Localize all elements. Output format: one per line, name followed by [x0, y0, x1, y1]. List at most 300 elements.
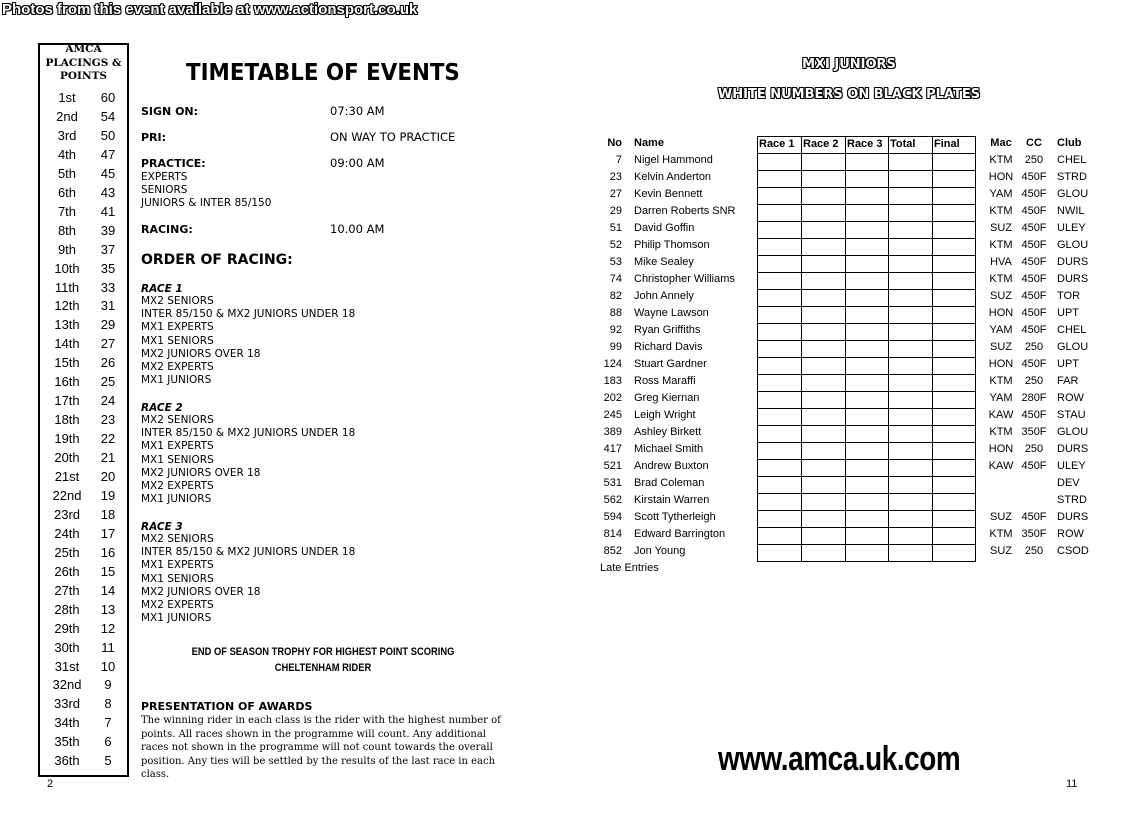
placing-row: [40, 278, 127, 297]
trophy-line: END OF SEASON TROPHY FOR HIGHEST POINT SCORING: [191, 646, 455, 658]
placing-points: 50: [100, 127, 116, 143]
placing-position: 26th: [54, 563, 80, 579]
class-title: MXI JUNIORS: [802, 57, 896, 72]
rider-machine: SUZ: [990, 222, 1012, 234]
placing-row: [40, 638, 127, 657]
placing-points: 26: [100, 355, 116, 371]
trophy-line: CHELTENHAM RIDER: [274, 662, 372, 674]
placing-points: 41: [100, 203, 116, 219]
rider-name: Ryan Griffiths: [634, 324, 701, 336]
rider-number: 389: [603, 426, 622, 438]
rider-machine: HON: [988, 171, 1014, 183]
rider-name: Nigel Hammond: [634, 154, 713, 166]
rider-cc: 250: [1024, 154, 1044, 166]
rider-cc: 350F: [1021, 426, 1047, 438]
rider-machine: KAW: [988, 409, 1014, 421]
placing-row: [40, 296, 127, 315]
placings-title-line: POINTS: [60, 70, 107, 82]
placing-position: 31st: [54, 658, 80, 674]
placing-position: 1st: [58, 90, 76, 105]
rider-machine: SUZ: [990, 290, 1012, 302]
rider-name: Christopher Williams: [634, 273, 735, 285]
late-entries-label: Late Entries: [600, 562, 659, 574]
placing-row: [40, 429, 127, 448]
placing-position: 34th: [54, 715, 80, 731]
col-final: Final: [933, 137, 976, 154]
rider-row: [600, 271, 1120, 288]
race-class: INTER 85/150 & MX2 JUNIORS UNDER 18: [141, 546, 356, 559]
rider-cc: 450F: [1021, 511, 1047, 523]
grid-header-row: [758, 137, 976, 154]
rider-cc: 250: [1024, 341, 1044, 353]
rider-number: 92: [609, 324, 622, 336]
placing-row: [40, 505, 127, 524]
rider-row: [600, 152, 1120, 169]
rider-cc: 250: [1024, 545, 1044, 557]
placing-points: 10: [100, 658, 116, 674]
race-class: MX1 SENIORS: [141, 453, 214, 466]
placing-position: 5th: [57, 165, 77, 181]
rider-club: GLOU: [1057, 341, 1089, 353]
placing-row: [40, 372, 127, 391]
placing-points: 25: [100, 374, 116, 390]
rider-machine: KTM: [989, 426, 1013, 438]
rider-row: [600, 492, 1120, 509]
rider-cc: 450F: [1021, 409, 1047, 421]
rider-machine: SUZ: [990, 545, 1012, 557]
rider-number: 74: [609, 273, 622, 285]
placing-points: 17: [100, 525, 116, 541]
rider-number: 245: [603, 409, 622, 421]
rider-cc: 450F: [1021, 239, 1047, 251]
rider-machine: HON: [988, 358, 1014, 370]
col-race-1: Race 1: [758, 137, 802, 154]
placing-points: 7: [104, 715, 112, 731]
placing-position: 11th: [54, 279, 80, 295]
photos-banner: Photos from this event available at www.actionsport.co.uk: [2, 1, 418, 18]
placing-points: 24: [100, 393, 116, 409]
placing-position: 22nd: [52, 487, 82, 503]
rider-row: [600, 407, 1120, 424]
rider-club: ROW: [1057, 392, 1084, 404]
placing-position: 28th: [54, 601, 80, 617]
race-class: MX1 EXPERTS: [141, 440, 214, 453]
placing-row: [40, 694, 127, 713]
placing-points: 13: [100, 601, 116, 617]
placing-points: 27: [100, 336, 116, 352]
rider-cc: 450F: [1021, 460, 1047, 472]
rider-row: [600, 356, 1120, 373]
col-mac: Mac: [990, 137, 1012, 149]
rider-club: ULEY: [1057, 222, 1086, 234]
placing-points: 39: [100, 222, 116, 238]
placing-position: 6th: [57, 184, 77, 200]
placing-position: 33rd: [53, 696, 81, 712]
race-class: INTER 85/150 & MX2 JUNIORS UNDER 18: [141, 308, 356, 321]
placing-points: 14: [100, 582, 116, 598]
placing-points: 60: [100, 90, 116, 105]
placing-row: [40, 126, 127, 145]
placing-position: 2nd: [56, 108, 78, 124]
placing-points: 47: [100, 146, 116, 162]
rider-number: 562: [603, 494, 622, 506]
sign-on-label: SIGN ON:: [141, 105, 199, 118]
placings-title-line: AMCA: [65, 43, 102, 55]
rider-cc: 450F: [1021, 273, 1047, 285]
rider-number: 52: [609, 239, 622, 251]
race-class: MX2 EXPERTS: [141, 480, 214, 493]
rider-cc: 280F: [1021, 392, 1047, 404]
trophy-notice: [176, 644, 470, 676]
col-total: Total: [889, 137, 933, 154]
placing-row: [40, 543, 127, 562]
placing-position: 14th: [54, 336, 80, 352]
placing-row: [40, 145, 127, 164]
rider-club: FAR: [1057, 375, 1079, 387]
rider-machine: KTM: [989, 528, 1013, 540]
race-title: RACE 2: [141, 402, 183, 414]
placing-position: 19th: [54, 431, 80, 447]
rider-club: GLOU: [1057, 426, 1089, 438]
rider-club: GLOU: [1057, 239, 1089, 251]
rider-machine: SUZ: [990, 511, 1012, 523]
website-url: www.amca.uk.com: [718, 740, 961, 778]
race-1-block: [141, 283, 355, 387]
placing-position: 10th: [54, 260, 80, 276]
col-club: Club: [1057, 137, 1082, 149]
placings-box: [38, 43, 129, 777]
rider-club: ULEY: [1057, 460, 1086, 472]
placing-position: 32nd: [52, 677, 82, 693]
placing-position: 25th: [54, 544, 80, 560]
rider-machine: YAM: [989, 188, 1013, 200]
placing-row: [40, 240, 127, 259]
placing-position: 3rd: [57, 127, 77, 143]
placing-position: 27th: [54, 582, 80, 598]
placing-position: 12th: [54, 298, 80, 314]
placing-points: 6: [104, 734, 112, 750]
placing-position: 17th: [54, 393, 80, 409]
rider-row: [600, 237, 1120, 254]
rider-club: TOR: [1057, 290, 1081, 302]
racing-label: RACING:: [141, 223, 193, 236]
rider-name: Jon Young: [634, 545, 686, 557]
awards-text: The winning rider in each class is the rider with the highest number of points. All races shown in the programme will count. Any additional races not shown in the programme will not count towards the overall position. Any ties will be settled by the results of the last race in each class.: [141, 715, 501, 781]
rider-number: 521: [603, 460, 622, 472]
rider-row: [600, 186, 1120, 203]
rider-name: Wayne Lawson: [634, 307, 709, 319]
placing-row: [40, 353, 127, 372]
placing-points: 35: [100, 260, 116, 276]
race-class: MX2 SENIORS: [141, 295, 214, 307]
placing-position: 18th: [54, 412, 80, 428]
rider-row: [600, 288, 1120, 305]
placing-points: 21: [100, 450, 116, 466]
rider-row: [600, 305, 1120, 322]
rider-row: [600, 220, 1120, 237]
rider-machine: YAM: [989, 324, 1013, 336]
rider-club: ROW: [1057, 528, 1084, 540]
rider-row: [600, 254, 1120, 271]
practice-groups: [141, 171, 271, 211]
rider-name: Mike Sealey: [634, 256, 694, 268]
rider-machine: KTM: [989, 205, 1013, 217]
rider-club: DURS: [1057, 256, 1089, 268]
rider-club: STRD: [1057, 494, 1087, 506]
placing-row: [40, 221, 127, 240]
rider-row: [600, 475, 1120, 492]
placing-points: 18: [100, 506, 116, 522]
placing-points: 8: [104, 696, 112, 712]
col-cc: CC: [1026, 137, 1042, 149]
placing-points: 29: [100, 317, 116, 333]
rider-name: Leigh Wright: [634, 409, 696, 421]
race-classes: [141, 414, 355, 506]
rider-row: [600, 509, 1120, 526]
page-number-right: 11: [1066, 778, 1078, 790]
rider-machine: KTM: [989, 154, 1013, 166]
placing-row: [40, 391, 127, 410]
rider-club: DURS: [1057, 273, 1089, 285]
order-of-racing-heading: ORDER OF RACING:: [141, 252, 293, 268]
race-class: MX1 SENIORS: [141, 334, 214, 347]
rider-club: STRD: [1057, 171, 1087, 183]
rider-club: UPT: [1057, 358, 1079, 370]
placing-row: [40, 751, 127, 770]
racing-time: 10.00 AM: [330, 222, 385, 236]
race-class: MX2 JUNIORS OVER 18: [141, 347, 261, 360]
rider-cc: 350F: [1021, 528, 1047, 540]
rider-name: Edward Barrington: [634, 528, 726, 540]
col-race-3: Race 3: [846, 137, 889, 154]
rider-row: [600, 424, 1120, 441]
page-number-left: 2: [47, 778, 54, 790]
placing-position: 20th: [54, 450, 80, 466]
rider-cc: 450F: [1021, 307, 1047, 319]
placing-points: 54: [100, 108, 116, 124]
placing-points: 45: [100, 165, 116, 181]
rider-cc: 450F: [1021, 324, 1047, 336]
rider-cc: 450F: [1021, 256, 1047, 268]
rider-club: DEV: [1057, 477, 1080, 489]
placing-position: 21st: [54, 469, 80, 484]
rider-club: UPT: [1057, 307, 1079, 319]
rider-name: Brad Coleman: [634, 477, 705, 489]
race-class: INTER 85/150 & MX2 JUNIORS UNDER 18: [141, 427, 356, 440]
placing-row: [40, 713, 127, 732]
placing-row: [40, 88, 127, 107]
placing-points: 23: [100, 412, 116, 428]
placing-row: [40, 467, 127, 486]
rider-row: [600, 169, 1120, 186]
rider-name: Stuart Gardner: [634, 358, 707, 370]
race-class: MX1 EXPERTS: [141, 321, 214, 334]
col-name: Name: [634, 137, 664, 149]
rider-number: 88: [609, 307, 622, 319]
rider-row: [600, 458, 1120, 475]
rider-cc: 450F: [1021, 222, 1047, 234]
rider-club: NWIL: [1057, 205, 1085, 217]
pri-label: PRI:: [141, 131, 167, 144]
rider-number: 417: [603, 443, 622, 455]
race-class: MX2 SENIORS: [141, 533, 214, 545]
rider-name: Philip Thomson: [634, 239, 710, 251]
col-no: No: [607, 137, 622, 149]
rider-machine: HON: [988, 443, 1014, 455]
rider-number: 594: [603, 511, 622, 523]
placing-row: [40, 202, 127, 221]
rider-row: [600, 373, 1120, 390]
rider-name: Darren Roberts SNR: [634, 205, 736, 217]
placing-row: [40, 259, 127, 278]
rider-machine: SUZ: [990, 341, 1012, 353]
rider-name: Scott Tytherleigh: [634, 511, 716, 523]
rider-number: 82: [609, 290, 622, 302]
race-3-block: [141, 521, 355, 625]
placing-points: 31: [100, 298, 116, 314]
rider-cc: 450F: [1021, 171, 1047, 183]
rider-row: [600, 441, 1120, 458]
rider-row: [600, 526, 1120, 543]
placing-points: 9: [104, 677, 112, 693]
placing-position: 24th: [54, 525, 80, 541]
rider-number: 531: [603, 477, 622, 489]
rider-cc: 250: [1024, 443, 1044, 455]
rider-row: [600, 543, 1120, 560]
rider-machine: YAM: [989, 392, 1013, 404]
plates-note: WHITE NUMBERS ON BLACK PLATES: [717, 87, 981, 102]
rider-name: Greg Kiernan: [634, 392, 700, 404]
placing-position: 35th: [54, 734, 80, 750]
rider-number: 852: [603, 545, 622, 557]
rider-row: [600, 339, 1120, 356]
rider-number: 23: [609, 171, 622, 183]
placing-position: 7th: [57, 203, 77, 219]
timetable-title: TIMETABLE OF EVENTS: [186, 60, 460, 86]
rider-club: STAU: [1057, 409, 1086, 421]
rider-club: DURS: [1057, 511, 1089, 523]
placing-row: [40, 732, 127, 751]
rider-row: [600, 390, 1120, 407]
rider-cc: 250: [1024, 375, 1044, 387]
placing-position: 13th: [54, 317, 80, 333]
placing-row: [40, 524, 127, 543]
placing-points: 5: [104, 753, 112, 769]
placing-position: 29th: [54, 620, 80, 636]
placing-row: [40, 410, 127, 429]
rider-cc: 450F: [1021, 358, 1047, 370]
rider-club: DURS: [1057, 443, 1089, 455]
placings-title-line: PLACINGS &: [45, 56, 122, 69]
rider-name: Kevin Bennett: [634, 188, 703, 200]
race-class: MX1 JUNIORS: [141, 493, 212, 506]
race-class: MX2 JUNIORS OVER 18: [141, 466, 261, 479]
race-classes: [141, 295, 355, 387]
race-class: MX1 JUNIORS: [141, 612, 212, 625]
placing-row: [40, 486, 127, 505]
rider-machine: KTM: [989, 375, 1013, 387]
placing-points: 11: [101, 639, 115, 655]
rider-cc: 450F: [1021, 290, 1047, 302]
rider-machine: HVA: [990, 256, 1012, 268]
rider-name: Andrew Buxton: [634, 460, 709, 472]
rider-row: [600, 322, 1120, 339]
rider-cc: 450F: [1021, 205, 1047, 217]
practice-group: EXPERTS: [141, 171, 188, 183]
race-class: MX2 JUNIORS OVER 18: [141, 585, 261, 598]
rider-number: 124: [603, 358, 622, 370]
placing-points: 37: [100, 241, 116, 257]
race-class: MX1 SENIORS: [141, 572, 214, 585]
rider-number: 202: [603, 392, 622, 404]
placing-points: 19: [100, 487, 116, 503]
placing-row: [40, 600, 127, 619]
placing-position: 4th: [57, 146, 77, 162]
rider-cc: 450F: [1021, 188, 1047, 200]
placing-position: 16th: [54, 374, 80, 390]
placing-row: [40, 315, 127, 334]
rider-number: 53: [609, 256, 622, 268]
placing-row: [40, 657, 127, 676]
rider-number: 29: [609, 205, 622, 217]
practice-label: PRACTICE:: [141, 157, 206, 170]
placing-row: [40, 581, 127, 600]
rider-number: 27: [609, 188, 622, 200]
awards-heading: PRESENTATION OF AWARDS: [141, 700, 313, 713]
placing-points: 22: [100, 431, 116, 447]
rider-machine: KTM: [989, 273, 1013, 285]
race-title: RACE 1: [141, 283, 183, 295]
placing-position: 8th: [57, 222, 77, 238]
rider-name: Ross Maraffi: [634, 375, 696, 387]
rider-name: Richard Davis: [634, 341, 703, 353]
race-classes: [141, 533, 355, 625]
placing-row: [40, 619, 127, 638]
rider-club: GLOU: [1057, 188, 1089, 200]
rider-name: Kelvin Anderton: [634, 171, 712, 183]
placing-row: [40, 183, 127, 202]
sign-on-time: 07:30 AM: [330, 104, 385, 118]
rider-club: CSOD: [1057, 545, 1089, 557]
rider-name: Ashley Birkett: [634, 426, 702, 438]
placing-position: 36th: [54, 753, 80, 769]
race-class: MX1 JUNIORS: [141, 374, 212, 387]
race-2-block: [141, 402, 355, 506]
practice-time: 09:00 AM: [330, 156, 385, 170]
rider-machine: KAW: [988, 460, 1014, 472]
pri-value: ON WAY TO PRACTICE: [330, 130, 456, 144]
col-race-2: Race 2: [802, 137, 846, 154]
placing-points: 43: [100, 184, 116, 200]
placing-row: [40, 164, 127, 183]
rider-number: 7: [615, 154, 622, 166]
placing-position: 9th: [57, 241, 77, 257]
practice-group: JUNIORS & INTER 85/150: [141, 197, 272, 210]
race-class: MX2 EXPERTS: [141, 599, 214, 612]
placings-title: [40, 43, 127, 84]
rider-row: [600, 203, 1120, 220]
placing-row: [40, 448, 127, 467]
placing-row: [40, 675, 127, 694]
placing-position: 15th: [54, 355, 80, 371]
rider-machine: KTM: [989, 239, 1013, 251]
practice-group: SENIORS: [141, 184, 188, 197]
race-class: MX2 EXPERTS: [141, 361, 214, 374]
rider-name: David Goffin: [634, 222, 695, 234]
placing-points: 16: [100, 544, 116, 560]
rider-machine: HON: [988, 307, 1014, 319]
placing-position: 30th: [54, 639, 80, 655]
